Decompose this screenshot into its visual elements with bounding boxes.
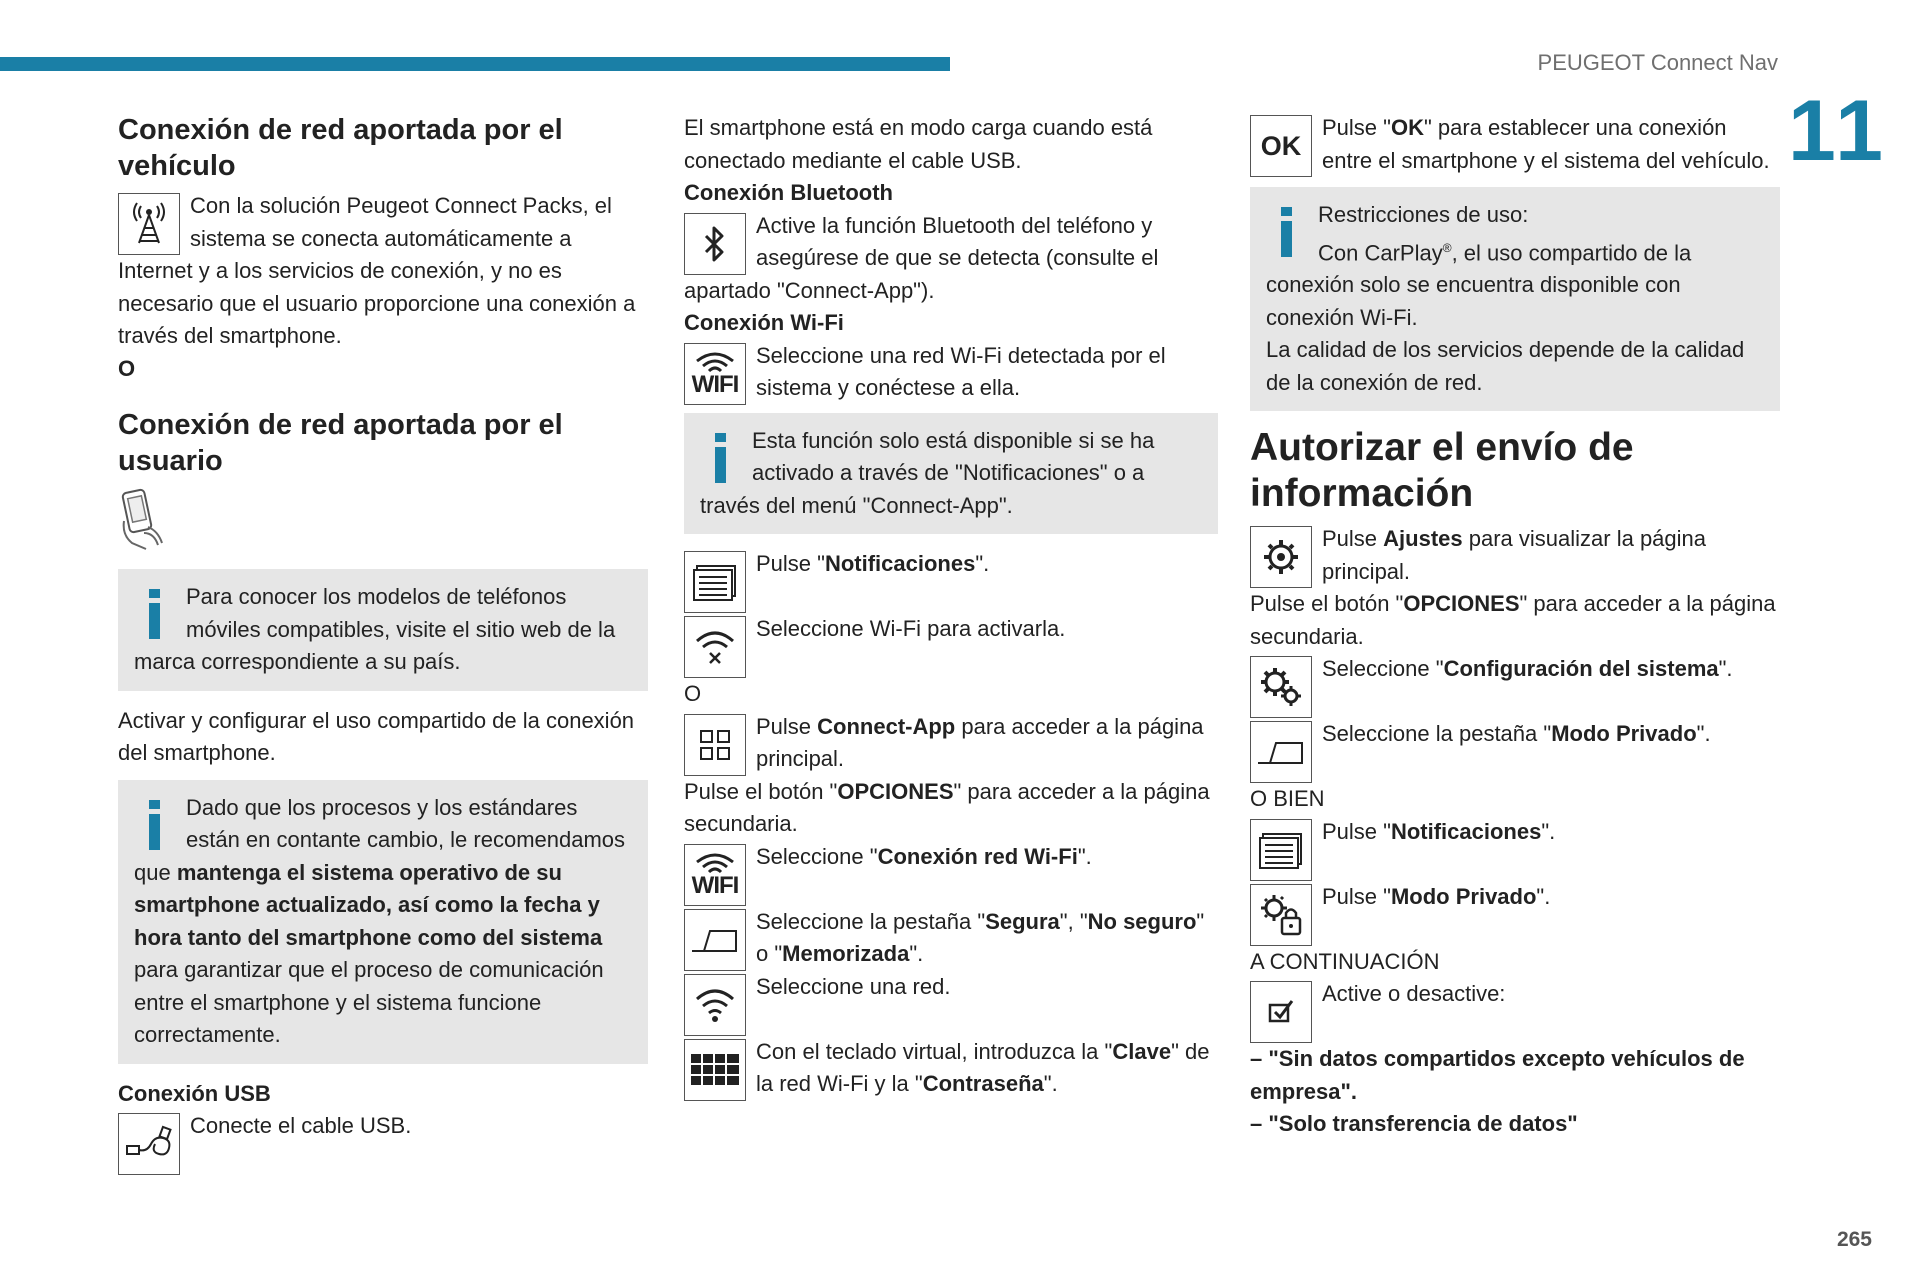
connect-app-grid-icon (684, 714, 746, 776)
next-separator: A CONTINUACIÓN (1250, 948, 1440, 974)
keyboard-step (684, 1036, 1218, 1101)
tab-select-text: Seleccione la pestaña "Segura", "No seguro" o "Memorizada". (756, 908, 1205, 966)
notifications-text: Pulse "Notificaciones". (1322, 818, 1556, 844)
option-no-shared-data: – "Sin datos compartidos excepto vehículos de empresa". (1250, 1046, 1745, 1104)
page-number: 265 (1836, 1228, 1872, 1251)
private-tab-text: Seleccione la pestaña "Modo Privado". (1322, 721, 1711, 747)
notifications-step (1250, 816, 1780, 881)
wifi-label-icon: WIFI (684, 343, 746, 405)
heading-usb: Conexión USB (118, 1080, 271, 1106)
column-2 (684, 112, 1218, 1101)
smartphone-hand-icon (118, 487, 648, 559)
info-icon (714, 433, 728, 485)
system-config-gears-icon (1250, 656, 1312, 718)
usb-block (118, 1110, 648, 1175)
options-text: Pulse el botón "OPCIONES" para acceder a la página secundaria. (684, 778, 1210, 836)
heading-user-network: Conexión de red aportada por el usuario (118, 409, 563, 477)
vehicle-network-block (118, 190, 648, 353)
note-text: Esta función solo está disponible si se ha activado a través de "Notificaciones" o a través del menú "Connect-App". (700, 427, 1155, 518)
select-network-step (684, 971, 1218, 1036)
checkbox-icon (1250, 981, 1312, 1043)
note-title: Restricciones de uso: (1318, 202, 1529, 227)
bluetooth-block (684, 210, 1218, 308)
heading-authorize: Autorizar el envío de información (1250, 426, 1634, 516)
charge-text: El smartphone está en modo carga cuando está conectado mediante el cable USB. (684, 115, 1153, 173)
header-accent-bar (0, 57, 950, 71)
private-mode-step (1250, 881, 1780, 946)
heading-vehicle-network: Conexión de red aportada por el vehículo (118, 114, 563, 182)
running-title: PEUGEOT Connect Nav (1537, 50, 1778, 75)
tab-icon (1250, 721, 1312, 783)
usb-text: Conecte el cable USB. (190, 1113, 412, 1138)
options-text: Pulse el botón "OPCIONES" para acceder a la página secundaria. (1250, 591, 1776, 649)
info-note-updates (118, 780, 648, 1064)
tab-select-step (684, 906, 1218, 971)
wifi-activate-step (684, 613, 1218, 678)
notifications-icon (1250, 819, 1312, 881)
toggle-step (1250, 978, 1780, 1043)
ok-text: Pulse "OK" para establecer una conexión entre el smartphone y el sistema del vehículo. (1322, 115, 1770, 173)
wifi-icon (684, 974, 746, 1036)
system-config-text: Seleccione "Configuración del sistema". (1322, 656, 1733, 682)
notifications-step (684, 548, 1218, 613)
notifications-text: Pulse "Notificaciones". (756, 551, 990, 576)
note-text: Para conocer los modelos de teléfonos móviles compatibles, visite el sitio web de la marca correspondiente a su país. (134, 584, 616, 674)
wifi-label-icon: WIFI (684, 844, 746, 906)
toggle-text: Active o desactive: (1322, 981, 1506, 1007)
private-tab-step (1250, 718, 1780, 783)
keyboard-text: Con el teclado virtual, introduzca la "Clave" de la red Wi-Fi y la "Contraseña". (756, 1038, 1210, 1096)
column-1 (118, 112, 648, 1175)
settings-step (1250, 523, 1780, 588)
ok-step (1250, 112, 1780, 177)
usb-cable-icon (118, 1113, 180, 1175)
settings-text: Pulse Ajustes para visualizar la página principal. (1322, 526, 1707, 584)
keyboard-icon (684, 1039, 746, 1101)
or-separator: O (684, 681, 702, 706)
wifi-activate-text: Seleccione Wi-Fi para activarla. (756, 616, 1066, 641)
info-note-restrictions (1250, 187, 1780, 411)
antenna-icon (118, 193, 180, 255)
note-text: Con CarPlay®, el uso compartido de la conexión solo se encuentra disponible con conexión Wi-Fi. (1266, 239, 1692, 330)
info-icon (148, 589, 162, 641)
bluetooth-text: Active la función Bluetooth del teléfono y asegúrese de que se detecta (consulte el apartado "Connect-App"). (684, 212, 1159, 303)
info-icon (148, 800, 162, 852)
connect-app-text: Pulse Connect-App para acceder a la página principal. (756, 713, 1204, 771)
or-else-separator: O BIEN (1250, 786, 1325, 812)
heading-wifi: Conexión Wi-Fi (684, 310, 844, 335)
vehicle-network-text: Con la solución Peugeot Connect Packs, el sistema se conecta automáticamente a Internet y a los servicios de conexión, y no es necesario que el usuario proporcione una conexión a través del smartphone. (118, 193, 636, 348)
system-config-step (1250, 653, 1780, 718)
ok-icon: OK (1250, 115, 1312, 177)
wifi-block (684, 340, 1218, 405)
option-data-transfer-only: – "Solo transferencia de datos" (1250, 1111, 1578, 1137)
wifi-network-step (684, 841, 1218, 906)
chapter-number: 11 (1788, 83, 1887, 179)
private-mode-lock-icon (1250, 884, 1312, 946)
wifi-text: Seleccione una red Wi-Fi detectada por el sistema y conéctese a ella. (756, 342, 1166, 400)
column-3 (1250, 112, 1780, 1141)
activate-sharing-text: Activar y configurar el uso compartido de la conexión del smartphone. (118, 707, 635, 765)
settings-gear-icon (1250, 526, 1312, 588)
tab-icon (684, 909, 746, 971)
note-text-quality: La calidad de los servicios depende de la calidad de la conexión de red. (1266, 337, 1745, 395)
select-network-text: Seleccione una red. (756, 973, 951, 999)
or-separator: O (118, 355, 136, 381)
note-text: Dado que los procesos y los estándares están en contante cambio, le recomendamos que mantenga el sistema operativo de su smartphone actualizado, así como la fecha y hora tanto del smartphone como del sistema para garantizar que el proceso de comunicación entre el smartphone y el sistema funcione correctamente. (134, 794, 626, 1047)
wifi-network-text: Seleccione "Conexión red Wi-Fi". (756, 843, 1092, 869)
private-mode-text: Pulse "Modo Privado". (1322, 883, 1551, 909)
heading-bluetooth: Conexión Bluetooth (684, 180, 893, 205)
info-note-notifications (684, 413, 1218, 535)
connect-app-step (684, 711, 1218, 776)
wifi-off-icon (684, 616, 746, 678)
notifications-icon (684, 551, 746, 613)
info-icon (1280, 207, 1294, 259)
info-note-compatible-phones (118, 569, 648, 691)
bluetooth-icon (684, 213, 746, 275)
